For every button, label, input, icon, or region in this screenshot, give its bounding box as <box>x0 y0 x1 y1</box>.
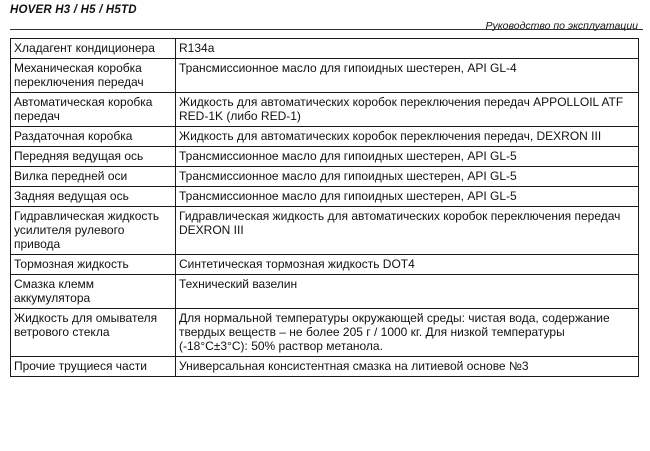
fluid-spec: Технический вазелин <box>176 275 639 309</box>
component-name: Хладагент кондиционера <box>11 39 176 59</box>
fluid-spec: Для нормальной температуры окружающей среды: чистая вода, содержание твердых веществ – не более 205 г / 1000 кг. Для низкой температуры (-18°С±3°С): 50% раствор метанола. <box>176 309 639 357</box>
fluid-spec: Трансмиссионное масло для гипоидных шестерен, API GL-4 <box>176 59 639 93</box>
fluid-spec: Жидкость для автоматических коробок переключения передач, DEXRON III <box>176 127 639 147</box>
table-row <box>11 357 639 377</box>
fluid-spec: Жидкость для автоматических коробок переключения передач APPOLLOIL ATF RED-1K (либо RED-1) <box>176 93 639 127</box>
component-name: Раздаточная коробка <box>11 127 176 147</box>
table-row <box>11 187 639 207</box>
table-row <box>11 127 639 147</box>
component-name: Прочие трущиеся части <box>11 357 176 377</box>
component-name: Тормозная жидкость <box>11 255 176 275</box>
fluid-spec: Трансмиссионное масло для гипоидных шестерен, API GL-5 <box>176 187 639 207</box>
component-name: Задняя ведущая ось <box>11 187 176 207</box>
table-row <box>11 39 639 59</box>
component-name: Автоматическая коробка передач <box>11 93 176 127</box>
manual-title: Руководство по эксплуатации <box>485 20 638 32</box>
component-name: Механическая коробка переключения передач <box>11 59 176 93</box>
component-name: Передняя ведущая ось <box>11 147 176 167</box>
table-row <box>11 93 639 127</box>
fluid-spec: R134a <box>176 39 639 59</box>
header-divider <box>10 29 643 30</box>
fluids-specification-table <box>10 38 639 377</box>
table-row <box>11 59 639 93</box>
fluid-spec: Трансмиссионное масло для гипоидных шестерен, API GL-5 <box>176 167 639 187</box>
table-row <box>11 147 639 167</box>
fluid-spec: Гидравлическая жидкость для автоматических коробок переключения передач DEXRON III <box>176 207 639 255</box>
fluid-spec: Трансмиссионное масло для гипоидных шестерен, API GL-5 <box>176 147 639 167</box>
fluid-spec: Синтетическая тормозная жидкость DOT4 <box>176 255 639 275</box>
component-name: Гидравлическая жидкость усилителя рулевого привода <box>11 207 176 255</box>
component-name: Вилка передней оси <box>11 167 176 187</box>
table-row <box>11 207 639 255</box>
component-name: Жидкость для омывателя ветрового стекла <box>11 309 176 357</box>
table-row <box>11 167 639 187</box>
table-row <box>11 275 639 309</box>
table-row <box>11 255 639 275</box>
fluid-spec: Универсальная консистентная смазка на литиевой основе №3 <box>176 357 639 377</box>
component-name: Смазка клемм аккумулятора <box>11 275 176 309</box>
table-row <box>11 309 639 357</box>
vehicle-model-title: HOVER H3 / H5 / H5TD <box>10 4 137 16</box>
